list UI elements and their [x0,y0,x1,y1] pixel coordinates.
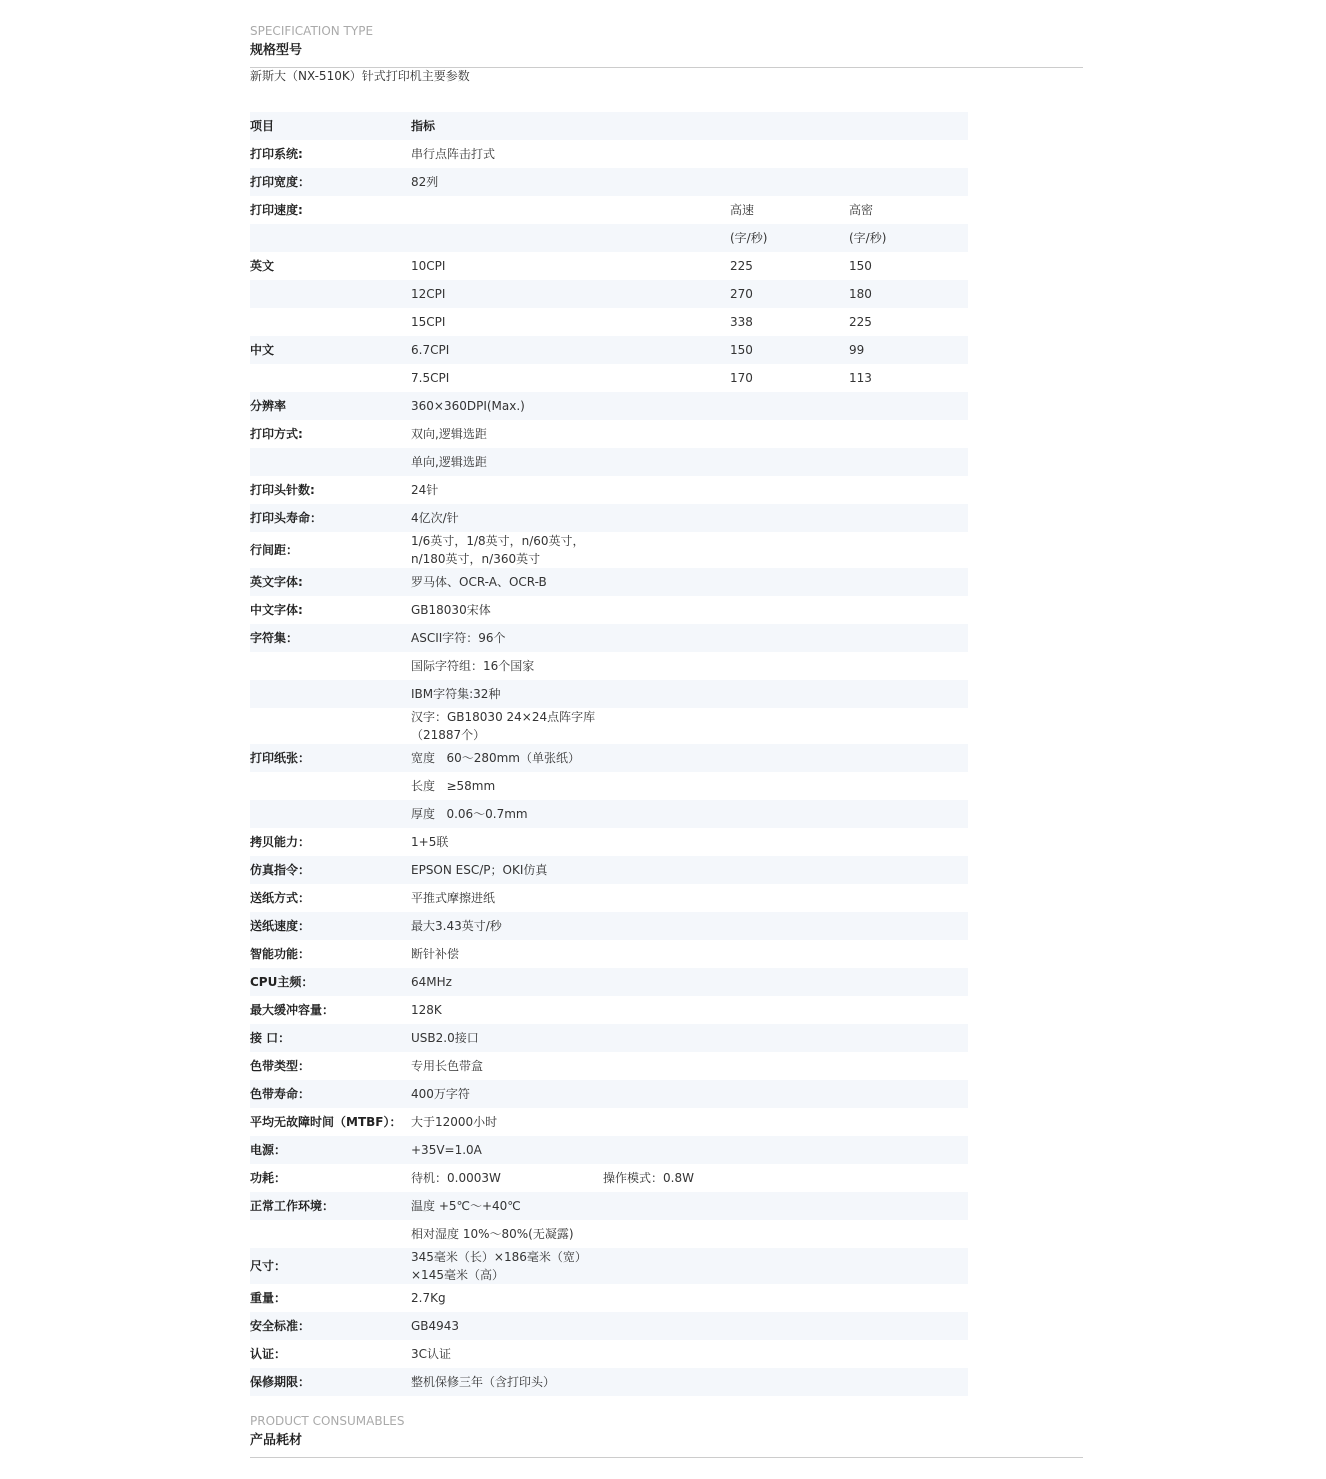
spec-value: 汉字：GB18030 24×24点阵字库（21887个） [411,710,596,742]
spec-label: 打印方式: [250,427,303,441]
spec-label [250,652,411,680]
spec-col3 [730,1368,849,1396]
spec-label: 电源： [250,1136,411,1164]
spec-col3 [730,140,849,168]
spec-value: 15CPI [411,315,446,329]
spec-col4 [849,1136,968,1164]
spec-label: 行间距： [250,543,299,557]
spec-col4 [849,1220,968,1248]
spec-col4 [849,420,968,448]
spec-col4 [849,1340,968,1368]
table-row [250,624,968,652]
spec-label: 重量： [250,1291,287,1305]
spec-col4 [849,1284,968,1312]
spec-col4 [849,476,968,504]
table-row [250,364,968,392]
spec-value: 单向,逻辑选距 [411,448,730,476]
spec-label [250,772,411,800]
spec-value [411,196,730,224]
spec-label: CPU主频： [250,968,411,996]
spec-col4 [849,1108,968,1136]
spec-col4 [849,448,968,476]
spec-col3 [730,884,849,912]
table-row [250,1312,968,1340]
spec-col3 [730,1024,849,1052]
spec-col4 [849,680,968,708]
spec-col4: 113 [849,371,872,385]
spec-label: 保修期限： [250,1368,411,1396]
spec-col3: 270 [730,280,849,308]
table-row [250,1136,968,1164]
spec-col4 [849,1368,968,1396]
spec-value: 345毫米（长）×186毫米（宽）×145毫米（高） [411,1248,730,1284]
spec-label: 拷贝能力： [250,835,311,849]
spec-label: 打印头寿命： [250,504,411,532]
spec-col4 [849,1080,968,1108]
spec-col3 [730,1340,849,1368]
table-row [250,856,968,884]
spec-col3 [730,392,849,420]
table-row [250,1284,968,1312]
spec-col4 [849,1192,968,1220]
spec-label: 分辨率 [250,392,411,420]
spec-label [250,708,411,744]
table-row [250,800,968,828]
spec-col3 [730,652,849,680]
spec-col3 [730,1248,849,1284]
spec-value: 串行点阵击打式 [411,147,496,161]
spec-col3: 225 [730,259,753,273]
spec-label [250,364,411,392]
spec-value: 专用长色带盒 [411,1059,484,1073]
spec-col4 [849,940,968,968]
spec-label: 安全标准： [250,1312,411,1340]
spec-value: 平推式摩擦进纸 [411,891,496,905]
table-row [250,1368,968,1396]
spec-col4 [849,828,968,856]
spec-col4 [849,856,968,884]
table-row [250,1024,968,1052]
table-row [250,476,968,504]
spec-label: 接 口： [250,1024,411,1052]
spec-col4: 99 [849,336,968,364]
spec-col4 [849,708,968,744]
spec-col4 [849,532,968,568]
spec-label: 认证： [250,1347,287,1361]
table-row [250,532,968,568]
spec-col3 [730,568,849,596]
spec-value: USB2.0接口 [411,1024,730,1052]
spec-col4 [849,968,968,996]
spec-col4 [849,1052,968,1080]
spec-col4 [849,392,968,420]
spec-label: 中文字体: [250,603,303,617]
spec-value: GB18030宋体 [411,603,491,617]
table-row [250,828,968,856]
table-row [250,912,968,940]
table-row [250,940,968,968]
spec-value: 大于12000小时 [411,1115,498,1129]
spec-col3 [730,1192,849,1220]
table-row [250,448,968,476]
spec-col4: 225 [849,315,872,329]
spec-value: 4亿次/针 [411,504,730,532]
table-row [250,772,968,800]
table-row [250,280,968,308]
spec-label [250,224,411,252]
spec-col3 [730,168,849,196]
spec-col3 [730,856,849,884]
table-row [250,196,968,224]
table-row [250,1108,968,1136]
table-row [250,308,968,336]
spec-col4 [849,744,968,772]
spec-col3 [730,1052,849,1080]
spec-value: 断针补偿 [411,947,460,961]
table-row [250,224,968,252]
table-row [250,744,968,772]
spec-col4 [849,652,968,680]
spec-col3: (字/秒) [730,224,849,252]
spec-col3 [730,1136,849,1164]
spec-type-section [250,23,1083,68]
spec-label: 中文 [250,336,411,364]
spec-col3 [730,996,849,1024]
spec-col4 [849,884,968,912]
spec-label [250,1220,411,1248]
spec-col3 [730,940,849,968]
spec-col3 [730,1312,849,1340]
table-row [250,252,968,280]
spec-label: 仿真指令： [250,856,411,884]
spec-col3 [730,1108,849,1136]
spec-col4 [849,168,968,196]
spec-col3 [730,1284,849,1312]
spec-col3 [730,532,849,568]
table-row [250,708,968,744]
table-row [250,140,968,168]
section-title-cn: 产品耗材 [250,1433,303,1448]
spec-col3 [730,828,849,856]
spec-label: 最大缓冲容量： [250,1003,335,1017]
spec-col3 [730,596,849,624]
spec-value: 2.7Kg [411,1291,446,1305]
spec-col3 [730,800,849,828]
spec-col3: 150 [730,336,849,364]
spec-value: 宽度 60～280mm（单张纸） [411,744,730,772]
section-title-en: PRODUCT CONSUMABLES [250,1414,405,1428]
spec-col3 [730,744,849,772]
spec-col3 [730,624,849,652]
table-row [250,1340,968,1368]
spec-col4 [849,912,968,940]
spec-col4 [849,624,968,652]
spec-col3 [730,1080,849,1108]
spec-col3: 170 [730,371,753,385]
spec-value: 12CPI [411,280,730,308]
table-row [250,1052,968,1080]
spec-col4: 180 [849,280,968,308]
spec-value: 相对湿度 10%～80%(无凝露) [411,1227,574,1241]
section-title-cn: 规格型号 [250,43,303,58]
spec-label: 功耗： [250,1171,287,1185]
spec-col3 [730,708,849,744]
spec-value: 双向,逻辑选距 [411,427,487,441]
spec-value: IBM字符集:32种 [411,680,730,708]
spec-value: 温度 +5℃～+40℃ [411,1192,730,1220]
spec-label: 打印宽度： [250,168,411,196]
spec-col4 [849,140,968,168]
spec-label [250,308,411,336]
table-row [250,1080,968,1108]
table-row [250,392,968,420]
spec-label: 打印速度: [250,203,303,217]
spec-col4: 150 [849,259,872,273]
table-row [250,1164,968,1192]
spec-value: ASCII字符：96个 [411,624,730,652]
table-row [250,1192,968,1220]
spec-label: 字符集： [250,624,411,652]
spec-table [250,112,968,1396]
spec-label [250,800,411,828]
spec-label: 色带寿命： [250,1080,411,1108]
spec-value: 64MHz [411,968,730,996]
spec-col3 [730,420,849,448]
spec-value: 128K [411,1003,442,1017]
spec-value [411,224,730,252]
spec-value: 最大3.43英寸/秒 [411,912,730,940]
spec-label: 尺寸： [250,1248,411,1284]
spec-col3: 高速 [730,203,755,217]
table-row [250,1248,968,1284]
spec-value: 3C认证 [411,1347,452,1361]
spec-col4 [849,1248,968,1284]
spec-value: 1+5联 [411,835,449,849]
spec-label: 项目 [250,112,411,140]
spec-value: 10CPI [411,259,446,273]
table-row [250,420,968,448]
table-row [250,568,968,596]
spec-label: 送纸方式： [250,891,311,905]
spec-col4 [849,1024,968,1052]
spec-intro: 新斯大（NX-510K）针式打印机主要参数 [250,69,470,83]
spec-value: GB4943 [411,1312,730,1340]
spec-value: 400万字符 [411,1080,730,1108]
spec-value: 6.7CPI [411,336,730,364]
spec-col3 [730,968,849,996]
product-consumables-section [250,1413,1083,1458]
spec-col3 [730,680,849,708]
section-divider [250,1457,1083,1458]
spec-label: 智能功能： [250,947,311,961]
spec-label: 打印系统: [250,147,303,161]
spec-label: 色带类型： [250,1059,311,1073]
spec-col3 [730,476,849,504]
spec-value: +35V=1.0A [411,1136,730,1164]
spec-value: 7.5CPI [411,371,450,385]
spec-col3 [730,912,849,940]
spec-col3 [730,1164,849,1192]
table-row [250,168,968,196]
spec-col4 [849,568,968,596]
table-row [250,112,968,140]
spec-label: 平均无故障时间（MTBF）： [250,1115,402,1129]
spec-col4 [849,800,968,828]
spec-label: 送纸速度： [250,912,411,940]
table-row [250,504,968,532]
table-row [250,680,968,708]
spec-value: 1/6英寸，1/8英寸，n/60英寸，n/180英寸，n/360英寸 [411,534,585,566]
spec-col4 [849,772,968,800]
spec-col4 [849,996,968,1024]
spec-col4 [849,596,968,624]
spec-col4: 高密 [849,203,874,217]
table-row [250,1220,968,1248]
spec-value: 长度 ≥58mm [411,779,496,793]
spec-label [250,680,411,708]
spec-value: 罗马体、OCR-A、OCR-B [411,568,730,596]
spec-value: 待机：0.0003W 操作模式：0.8W [411,1171,694,1185]
spec-col3 [730,772,849,800]
spec-col4 [849,504,968,532]
table-row [250,652,968,680]
table-row [250,336,968,364]
table-row [250,968,968,996]
spec-col4: (字/秒) [849,224,968,252]
spec-label [250,448,411,476]
spec-label: 英文字体: [250,568,411,596]
spec-col4 [849,112,968,140]
spec-col3: 338 [730,315,753,329]
spec-value: EPSON ESC/P；OKI仿真 [411,856,730,884]
spec-label: 英文 [250,259,275,273]
spec-label: 打印纸张： [250,744,411,772]
table-row [250,996,968,1024]
spec-value: 整机保修三年（含打印头） [411,1368,730,1396]
section-title-en: SPECIFICATION TYPE [250,24,374,38]
table-row [250,596,968,624]
table-row [250,884,968,912]
spec-value: 24针 [411,483,439,497]
spec-label: 正常工作环境： [250,1192,411,1220]
spec-col3 [730,504,849,532]
spec-label [250,280,411,308]
spec-value: 厚度 0.06～0.7mm [411,800,730,828]
spec-value: 360×360DPI(Max.) [411,392,730,420]
spec-value: 国际字符组：16个国家 [411,659,535,673]
spec-col3 [730,448,849,476]
spec-value: 指标 [411,112,730,140]
spec-col3 [730,1220,849,1248]
spec-label: 打印头针数: [250,483,315,497]
spec-col4 [849,1164,968,1192]
spec-col3 [730,112,849,140]
spec-value: 82列 [411,168,730,196]
spec-col4 [849,1312,968,1340]
